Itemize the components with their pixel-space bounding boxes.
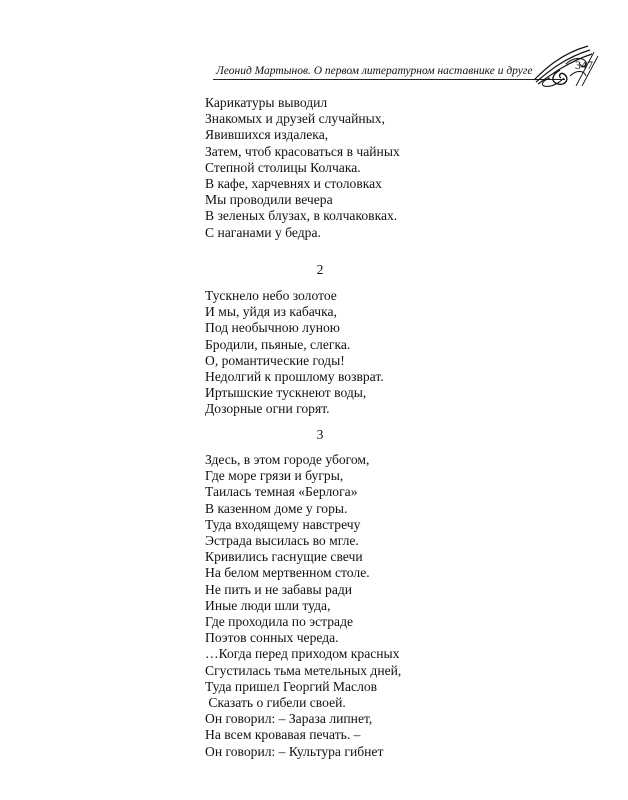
poem-line: Степной столицы Колчака.	[205, 159, 361, 175]
stanza-2	[205, 288, 465, 418]
poem-line: Туда входящему навстречу	[205, 516, 361, 532]
poem-line: В зеленых блузах, в колчаковках.	[205, 208, 398, 224]
poem-line: Где проходила по эстраде	[205, 614, 354, 630]
section-number-2: 2	[316, 262, 324, 277]
poem-line: О, романтические годы!	[205, 352, 345, 368]
poem-line: …Когда перед приходом красных	[205, 646, 400, 662]
poem-line: Карикатуры выводил	[205, 95, 328, 110]
poem-line: Поэтов сонных череда.	[205, 630, 339, 646]
poem-line: В кафе, харчевнях и столовках	[205, 176, 382, 192]
header-rule	[213, 79, 565, 80]
poem-line: Иные люди шли туда,	[205, 597, 331, 613]
poem-line: Затем, чтоб красоваться в чайных	[205, 143, 400, 159]
poem-line: Иртышские тускнеют воды,	[205, 385, 367, 401]
poem-line: Он говорил: – Культура гибнет	[205, 743, 384, 759]
section-number-3: 3	[316, 427, 324, 442]
poem-line: Кривились гаснущие свечи	[205, 549, 363, 565]
stanza-3	[205, 452, 465, 760]
page-number: 347	[575, 58, 593, 72]
poem-line: С наганами у бедра.	[205, 224, 321, 240]
poem-line: Где море грязи и бугры,	[205, 468, 344, 484]
poem-line: Бродили, пьяные, слегка.	[205, 336, 351, 352]
poem-line: На всем кровавая печать. –	[205, 727, 361, 743]
poem-line: На белом мертвенном столе.	[205, 565, 370, 581]
poem-line: И мы, уйдя из кабачка,	[205, 304, 337, 320]
flourish-ornament-icon	[530, 40, 600, 88]
poem-line: Знакомых и друзей случайных,	[205, 111, 385, 127]
poem-line: Он говорил: – Зараза липнет,	[205, 711, 373, 727]
poem-line: Дозорные огни горят.	[205, 401, 330, 417]
poem-line: В казенном доме у горы.	[205, 500, 348, 516]
poem-line: Туда пришел Георгий Маслов	[205, 678, 378, 694]
poem-line: Сказать о гибели своей.	[205, 695, 346, 711]
poem-line: Тускнело небо золотое	[205, 288, 337, 303]
poem-line: Сгустилась тьма метельных дней,	[205, 662, 402, 678]
poem-line: Здесь, в этом городе убогом,	[205, 452, 370, 467]
poem-line: Под необычною луною	[205, 320, 340, 336]
poem-line: Таилась темная «Берлога»	[205, 484, 358, 500]
poem-line: Не пить и не забавы ради	[205, 581, 353, 597]
stanza-1	[205, 95, 465, 241]
running-title: Леонид Мартынов. О первом литературном наставнике и друге	[216, 65, 533, 77]
poem-line: Явившихся издалека,	[205, 127, 329, 143]
poem-line: Мы проводили вечера	[205, 192, 333, 208]
poem-line: Недолгий к прошлому возврат.	[205, 369, 384, 385]
poem-line: Эстрада высилась во мгле.	[205, 533, 359, 549]
